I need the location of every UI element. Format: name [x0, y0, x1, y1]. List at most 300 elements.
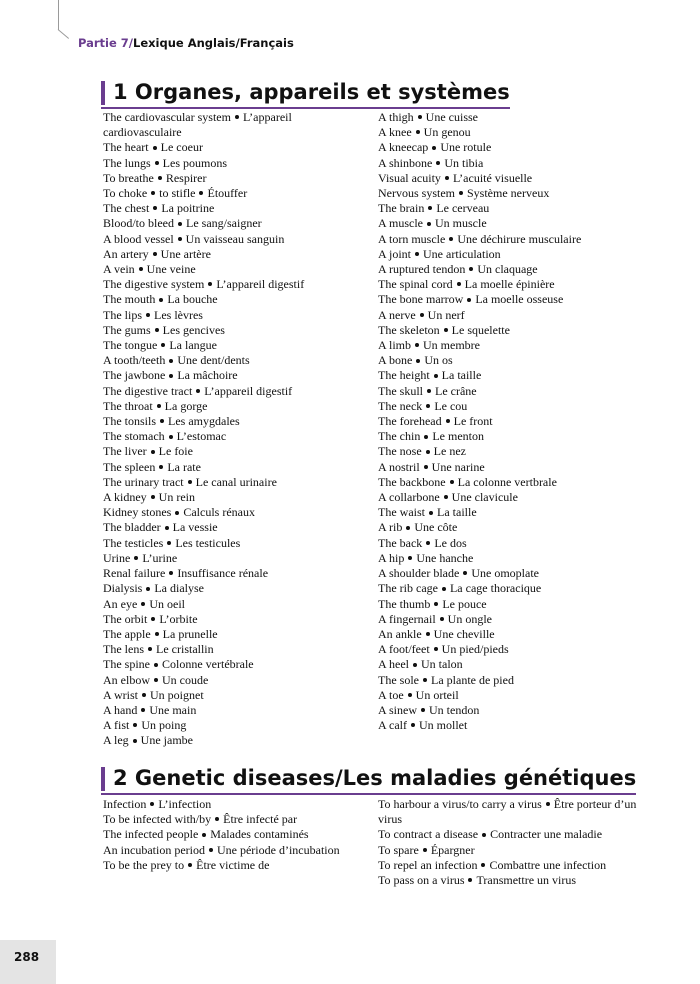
english-term: Blood/to bleed [103, 216, 174, 231]
english-term: A knee [378, 125, 412, 140]
lexicon-entry [103, 718, 353, 733]
french-term: La moelle épinière [464, 277, 555, 292]
english-term: To pass on a virus [378, 873, 465, 888]
english-term: Infection [103, 797, 147, 811]
lexicon-entry [103, 460, 353, 475]
lexicon-entry [378, 186, 658, 201]
french-term: La moelle osseuse [475, 292, 564, 307]
bullet-dot [426, 404, 430, 408]
english-term: The urinary tract [103, 474, 184, 489]
lexicon-entry [378, 414, 658, 429]
lexicon-entry [103, 827, 363, 842]
bullet-dot [436, 161, 440, 165]
english-term: The tongue [103, 338, 158, 353]
lexicon-entry [103, 216, 353, 231]
french-term: Un mollet [419, 718, 468, 733]
bullet-dot [426, 632, 430, 636]
bullet-dot [169, 374, 173, 378]
french-term: Un oeil [149, 596, 185, 611]
bullet-dot [408, 556, 412, 560]
french-term: Le canal urinaire [195, 474, 277, 489]
english-term: A shinbone [378, 155, 433, 170]
lexicon-entry [103, 627, 353, 642]
bullet-dot [202, 833, 206, 837]
english-term: The liver [103, 444, 147, 459]
lexicon-entry [378, 110, 658, 125]
lexicon-entry [378, 201, 658, 216]
english-term: The mouth [103, 292, 156, 307]
bullet-dot [161, 343, 165, 347]
french-term: L’appareil digestif [216, 277, 305, 292]
lexicon-entry [103, 475, 353, 490]
french-term: La plante de pied [431, 672, 514, 687]
french-term: Un ongle [447, 611, 492, 626]
french-term: L’orbite [159, 611, 198, 626]
french-term: Une déchirure musculaire [457, 231, 582, 246]
lexicon-entry [103, 733, 353, 748]
lexicon-entry [103, 843, 363, 858]
lexicon-entry [378, 505, 658, 520]
bullet-dot [142, 693, 146, 697]
english-term: The skull [378, 383, 423, 398]
lexicon-entry [103, 323, 353, 338]
french-term: Transmettre un virus [476, 873, 577, 888]
french-term: Un muscle [435, 216, 487, 231]
bullet-dot [446, 419, 450, 423]
bullet-dot [160, 419, 164, 423]
lexicon-entry [103, 536, 353, 551]
english-term: A nerve [378, 307, 416, 322]
bullet-dot [424, 435, 428, 439]
lexicon-entry [103, 308, 353, 323]
bullet-dot [440, 617, 444, 621]
english-term: The jawbone [103, 368, 166, 383]
bullet-dot [449, 237, 453, 241]
french-term: Le crâne [435, 383, 477, 398]
english-term: The skeleton [378, 322, 440, 337]
lexicon-entry [103, 703, 353, 718]
lexicon-entry [378, 597, 658, 612]
french-term: La vessie [172, 520, 218, 535]
english-term: The rib cage [378, 581, 438, 596]
french-term: Combattre une infection [489, 857, 607, 872]
bullet-dot [146, 313, 150, 317]
english-term: The gums [103, 322, 151, 337]
section-1-title: 1 Organes, appareils et systèmes [113, 80, 510, 104]
bullet-dot [151, 191, 155, 195]
english-term: A limb [378, 338, 412, 353]
french-term: La cage thoracique [449, 581, 542, 596]
french-term: Le pouce [442, 596, 487, 611]
header-title: Lexique Anglais/Français [133, 36, 294, 50]
lexicon-entry [103, 232, 353, 247]
bullet-dot [153, 146, 157, 150]
french-term: Un rein [158, 490, 195, 505]
english-term: Visual acuity [378, 170, 441, 185]
bullet-dot [442, 587, 446, 591]
english-term: The spleen [103, 459, 156, 474]
french-term: Être victime de [196, 857, 270, 872]
lexicon-entry [103, 429, 353, 444]
bullet-dot [159, 298, 163, 302]
lexicon-entry [103, 338, 353, 353]
french-term: Être infecté par [223, 812, 298, 827]
french-term: L’appareil digestif [204, 383, 293, 398]
lexicon-entry [103, 612, 353, 627]
english-term: A sinew [378, 702, 417, 717]
french-term: Les gencives [162, 322, 225, 337]
french-term: L’acuité visuelle [452, 170, 533, 185]
lexicon-entry [378, 368, 658, 383]
english-term: A muscle [378, 216, 423, 231]
french-term: La bouche [167, 292, 218, 307]
french-term: Le cou [434, 398, 468, 413]
bullet-dot [155, 161, 159, 165]
english-term: The spine [103, 657, 150, 672]
french-term: Le cristallin [156, 642, 214, 657]
lexicon-entry [103, 414, 353, 429]
english-term: The bladder [103, 520, 161, 535]
bullet-dot [134, 556, 138, 560]
lexicon-entry [103, 140, 353, 155]
lexicon-entry [103, 812, 363, 827]
bullet-dot [418, 115, 422, 119]
french-term: Le foie [158, 444, 193, 459]
lexicon-entry [378, 827, 653, 842]
lexicon-entry [103, 797, 363, 812]
english-term: The chest [103, 201, 150, 216]
english-term: The thumb [378, 596, 431, 611]
bullet-dot [151, 617, 155, 621]
lexicon-entry [378, 156, 658, 171]
lexicon-entry [378, 125, 658, 140]
bullet-dot [235, 115, 239, 119]
bullet-dot [420, 313, 424, 317]
english-term: To choke [103, 186, 148, 201]
french-term: Un poignet [150, 687, 204, 702]
french-term: La rate [167, 459, 201, 474]
english-term: A fingernail [378, 611, 436, 626]
bullet-dot [411, 723, 415, 727]
lexicon-entry [103, 688, 353, 703]
lexicon-entry [103, 384, 353, 399]
bullet-dot [188, 863, 192, 867]
bullet-dot [428, 206, 432, 210]
french-term: Calculs rénaux [183, 505, 255, 520]
english-term: A heel [378, 657, 409, 672]
french-term: Les lèvres [154, 307, 203, 322]
bullet-dot [141, 602, 145, 606]
english-term: The waist [378, 505, 425, 520]
page-number: 288 [14, 950, 40, 964]
lexicon-entry [378, 460, 658, 475]
bullet-dot [169, 571, 173, 575]
french-term: Un orteil [415, 687, 459, 702]
lexicon-entry [103, 201, 353, 216]
english-term: To repel an infection [378, 857, 478, 872]
english-term: Urine [103, 550, 131, 565]
english-term: To be infected with/by [103, 812, 212, 827]
english-term: To harbour a virus/to carry a virus [378, 797, 542, 811]
bullet-dot [169, 359, 173, 363]
french-term: Une dent/dents [177, 353, 250, 368]
header-part: Partie 7 [78, 36, 129, 50]
english-term: A ruptured tendon [378, 262, 466, 277]
bullet-dot [481, 863, 485, 867]
french-term: Malades contaminés [210, 827, 309, 842]
english-term: The stomach [103, 429, 165, 444]
french-term: La colonne vertbrale [457, 474, 557, 489]
bullet-dot [165, 526, 169, 530]
french-term: Un claquage [477, 262, 538, 277]
lexicon-entry [103, 247, 353, 262]
french-term: Épargner [430, 842, 475, 857]
lexicon-entry [378, 490, 658, 505]
lexicon-entry [378, 566, 658, 581]
english-term: The sole [378, 672, 419, 687]
bullet-dot [155, 328, 159, 332]
english-term: To breathe [103, 170, 154, 185]
bullet-dot [432, 146, 436, 150]
english-term: An artery [103, 246, 149, 261]
english-term: The lips [103, 307, 142, 322]
lexicon-entry [378, 247, 658, 262]
bullet-dot [434, 647, 438, 651]
french-term: Une côte [414, 520, 458, 535]
french-term: La mâchoire [177, 368, 238, 383]
english-term: The backbone [378, 474, 446, 489]
english-term: To spare [378, 842, 419, 857]
french-term: L’infection [158, 797, 212, 811]
lexicon-entry [378, 551, 658, 566]
bullet-dot [133, 739, 137, 743]
lexicon-entry [103, 292, 353, 307]
english-term: The chin [378, 429, 421, 444]
english-term: To contract a disease [378, 827, 479, 842]
bullet-dot [146, 587, 150, 591]
english-term: An ankle [378, 626, 422, 641]
english-term: Nervous system [378, 186, 455, 201]
section-2-right-column [378, 797, 653, 888]
french-term: Une articulation [423, 246, 501, 261]
english-term: A fist [103, 718, 130, 733]
lexicon-entry [378, 323, 658, 338]
lexicon-entry [103, 520, 353, 535]
lexicon-entry [378, 536, 658, 551]
lexicon-entry [103, 353, 353, 368]
english-term: A collarbone [378, 490, 440, 505]
french-term: Le nez [433, 444, 466, 459]
bullet-dot [416, 130, 420, 134]
english-term: The height [378, 368, 430, 383]
english-term: A hip [378, 550, 405, 565]
lexicon-entry [103, 581, 353, 596]
section-2-title: 2 Genetic diseases/Les maladies génétiques [113, 766, 637, 790]
english-term: The throat [103, 398, 153, 413]
english-term: The lungs [103, 155, 151, 170]
bullet-dot [482, 833, 486, 837]
lexicon-entry [378, 308, 658, 323]
lexicon-entry [103, 110, 353, 140]
french-term: Le front [453, 414, 493, 429]
english-term: The digestive system [103, 277, 205, 292]
bullet-dot [444, 328, 448, 332]
lexicon-entry [103, 657, 353, 672]
bullet-dot [158, 176, 162, 180]
french-term: Un poing [141, 718, 187, 733]
english-term: A foot/feet [378, 642, 430, 657]
french-term: Une omoplate [471, 566, 539, 581]
french-term: La dialyse [154, 581, 204, 596]
bullet-dot [178, 222, 182, 226]
english-term: A wrist [103, 687, 139, 702]
lexicon-entry [378, 475, 658, 490]
lexicon-entry [103, 858, 363, 873]
bullet-dot [169, 435, 173, 439]
bullet-dot [154, 663, 158, 667]
bullet-dot [154, 678, 158, 682]
lexicon-entry [103, 444, 353, 459]
lexicon-entry [378, 657, 658, 672]
lexicon-entry [103, 505, 353, 520]
lexicon-entry [378, 843, 653, 858]
french-term: Le dos [434, 535, 467, 550]
lexicon-entry [103, 551, 353, 566]
english-term: To be the prey to [103, 857, 185, 872]
lexicon-entry [103, 186, 353, 201]
french-term: Les amygdales [168, 414, 240, 429]
lexicon-entry [378, 171, 658, 186]
french-term: Système nerveux [467, 186, 550, 201]
section-1-right-column [378, 110, 658, 733]
lexicon-entry [378, 797, 653, 827]
lexicon-entry [378, 216, 658, 231]
french-term: Le sang/saigner [186, 216, 262, 231]
english-term: The neck [378, 398, 423, 413]
lexicon-entry [378, 581, 658, 596]
corner-crop-mark [58, 29, 69, 39]
french-term: Une cheville [433, 626, 495, 641]
bullet-dot [444, 495, 448, 499]
english-term: The spinal cord [378, 277, 453, 292]
french-term: Un nerf [427, 307, 465, 322]
lexicon-entry [103, 597, 353, 612]
header-separator: / [128, 36, 133, 50]
french-term: Un membre [423, 338, 480, 353]
english-term: Kidney stones [103, 505, 172, 520]
french-term: Respirer [165, 170, 207, 185]
bullet-dot [434, 374, 438, 378]
lexicon-entry [378, 292, 658, 307]
english-term: A blood vessel [103, 231, 174, 246]
bullet-dot [427, 222, 431, 226]
bullet-dot [157, 404, 161, 408]
lexicon-entry [378, 673, 658, 688]
french-term: Les testicules [175, 535, 241, 550]
french-term: La taille [437, 505, 477, 520]
bullet-dot [167, 541, 171, 545]
english-term: An incubation period [103, 842, 205, 857]
french-term: Un coude [162, 672, 209, 687]
lexicon-entry [378, 232, 658, 247]
alternate-term: to stifle [159, 186, 196, 201]
lexicon-entry [378, 642, 658, 657]
bullet-dot [426, 541, 430, 545]
english-term: A nostril [378, 459, 420, 474]
english-term: A kneecap [378, 140, 429, 155]
english-term: The lens [103, 642, 144, 657]
french-term: Un genou [423, 125, 471, 140]
heading-accent-bar [101, 767, 105, 791]
english-term: An elbow [103, 672, 150, 687]
lexicon-entry [378, 858, 653, 873]
french-term: Un tendon [429, 702, 480, 717]
bullet-dot [175, 511, 179, 515]
bullet-dot [155, 632, 159, 636]
heading-underline [101, 107, 510, 109]
lexicon-entry [378, 262, 658, 277]
lexicon-entry [378, 612, 658, 627]
lexicon-entry [378, 429, 658, 444]
section-2-left-column [103, 797, 363, 873]
section-2-heading [101, 764, 636, 792]
french-term: L’estomac [176, 429, 227, 444]
bullet-dot [199, 191, 203, 195]
english-term: A bone [378, 353, 413, 368]
lexicon-entry [378, 444, 658, 459]
english-term: A shoulder blade [378, 566, 460, 581]
french-term: Une jambe [140, 733, 193, 748]
bullet-dot [148, 647, 152, 651]
english-term: The apple [103, 626, 151, 641]
bullet-dot [469, 267, 473, 271]
bullet-dot [159, 465, 163, 469]
english-term: A vein [103, 262, 135, 277]
english-term: Dialysis [103, 581, 143, 596]
lexicon-entry [103, 566, 353, 581]
bullet-dot [133, 723, 137, 727]
section-1-left-column [103, 110, 353, 749]
french-term: La gorge [164, 398, 208, 413]
bullet-dot [151, 495, 155, 499]
lexicon-entry [378, 627, 658, 642]
french-term: L’appareil cardiovasculaire [103, 110, 292, 140]
bullet-dot [153, 206, 157, 210]
bullet-dot [468, 878, 472, 882]
bullet-dot [445, 176, 449, 180]
bullet-dot [215, 817, 219, 821]
bullet-dot [416, 359, 420, 363]
english-term: Renal failure [103, 566, 166, 581]
bullet-dot [463, 571, 467, 575]
french-term: Insuffisance rénale [177, 566, 269, 581]
french-term: Le cerveau [436, 201, 490, 216]
french-term: Étouffer [207, 186, 248, 201]
french-term: Une main [149, 702, 197, 717]
lexicon-entry [378, 384, 658, 399]
bullet-dot [429, 511, 433, 515]
english-term: The cardiovascular system [103, 110, 231, 124]
bullet-dot [423, 848, 427, 852]
french-term: Contracter une maladie [490, 827, 603, 842]
lexicon-entry [378, 338, 658, 353]
french-term: Un vaisseau sanguin [185, 231, 285, 246]
heading-underline [101, 793, 636, 795]
lexicon-entry [103, 277, 353, 292]
lexicon-entry [103, 262, 353, 277]
lexicon-entry [103, 171, 353, 186]
bullet-dot [406, 526, 410, 530]
